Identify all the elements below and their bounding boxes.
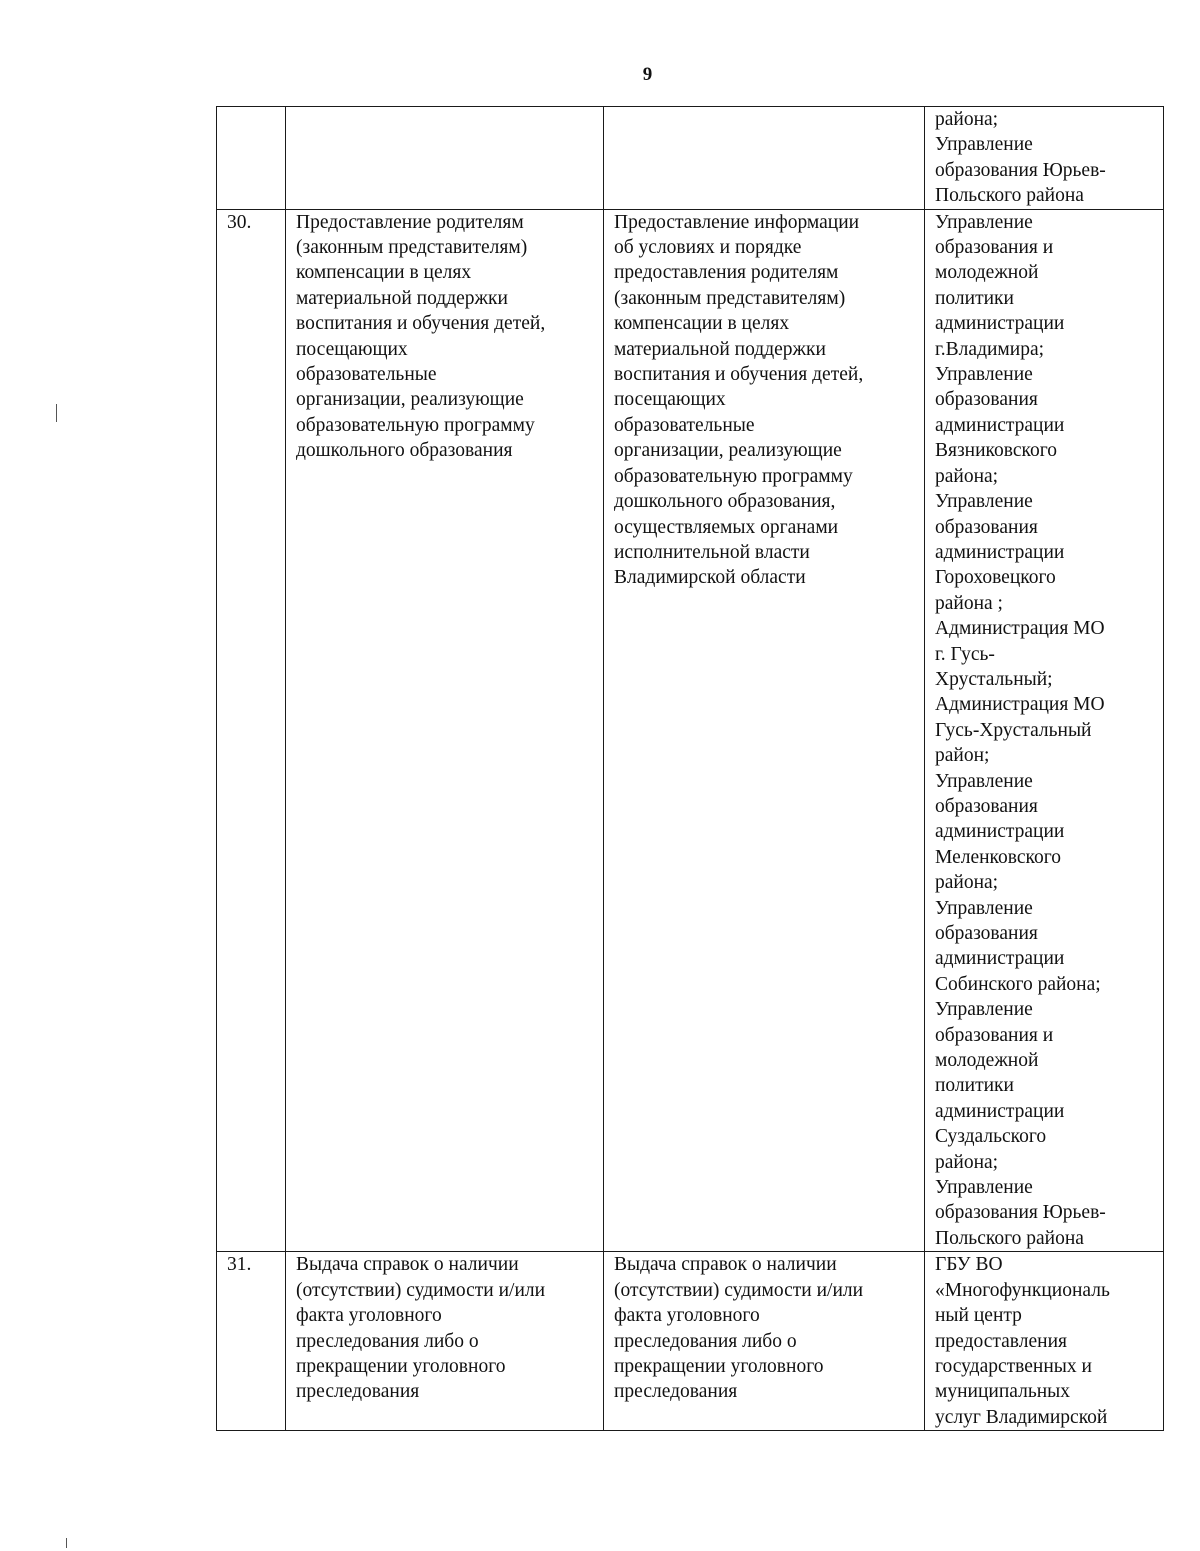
cell-text-line: Владимирской области bbox=[614, 567, 806, 589]
cell-text-line: Суздальского bbox=[935, 1126, 1047, 1148]
cell-text-line: преследования bbox=[296, 1381, 420, 1403]
cell-text-line: молодежной bbox=[935, 262, 1039, 284]
cell-text-line: района; bbox=[935, 465, 999, 487]
cell-text-line: (законным представителям) bbox=[614, 287, 846, 309]
cell-text-line: материальной поддержки bbox=[614, 338, 826, 360]
cell-text-line: Польского района bbox=[935, 185, 1084, 207]
table-row bbox=[217, 209, 1164, 1252]
cell-text-line: образования bbox=[935, 795, 1038, 817]
cell-text-line: Меленковского bbox=[935, 846, 1062, 868]
cell-text-line: района ; bbox=[935, 592, 1003, 614]
row-number-cell: 30. bbox=[217, 209, 286, 1252]
cell-text-line: района; bbox=[935, 109, 999, 130]
cell-text-line: Выдача справок о наличии bbox=[614, 1254, 837, 1276]
cell-text-line: образования и bbox=[935, 1024, 1054, 1046]
cell-text-line: района; bbox=[935, 1151, 999, 1173]
cell-text-line: ный центр bbox=[935, 1305, 1022, 1327]
cell-text-line: преследования либо о bbox=[296, 1330, 479, 1352]
cell-text-line: прекращении уголовного bbox=[296, 1355, 506, 1377]
service-name-cell bbox=[286, 1252, 604, 1431]
cell-text-line: Польского района bbox=[935, 1227, 1084, 1249]
cell-text-line: организации, реализующие bbox=[296, 389, 524, 411]
table-row bbox=[217, 107, 1164, 210]
cell-text-line: молодежной bbox=[935, 1050, 1039, 1072]
cell-text-line: администрации bbox=[935, 1100, 1065, 1122]
cell-text-line: дошкольного образования, bbox=[614, 491, 836, 513]
cell-text-line: образовательные bbox=[614, 414, 755, 436]
page-number: 9 bbox=[642, 64, 653, 85]
cell-text-line: осуществляемых органами bbox=[614, 516, 839, 538]
cell-text-line: дошкольного образования bbox=[296, 440, 513, 462]
cell-text-line: Управление bbox=[935, 770, 1033, 792]
cell-text-line: Выдача справок о наличии bbox=[296, 1254, 519, 1276]
cell-text-line: образования и bbox=[935, 237, 1054, 259]
cell-text-line: предоставления родителям bbox=[614, 262, 839, 284]
cell-text-line: посещающих bbox=[296, 338, 408, 360]
row-number-cell: 31. bbox=[217, 1252, 286, 1431]
cell-text-line: воспитания и обучения детей, bbox=[296, 313, 546, 335]
cell-text-line: материальной поддержки bbox=[296, 287, 508, 309]
cell-text-line: государственных и bbox=[935, 1355, 1092, 1377]
cell-text-line: прекращении уголовного bbox=[614, 1355, 824, 1377]
responsible-organization-cell bbox=[925, 209, 1164, 1252]
row-number-cell bbox=[217, 107, 286, 210]
responsible-organization-cell bbox=[925, 1252, 1164, 1431]
cell-text-line: администрации bbox=[935, 948, 1065, 970]
cell-text-line: район; bbox=[935, 745, 990, 767]
cell-text-line: ГБУ ВО bbox=[935, 1254, 1003, 1276]
cell-text-line: администрации bbox=[935, 541, 1065, 563]
cell-text-line: г. Гусь- bbox=[935, 643, 995, 665]
cell-text-line: образования bbox=[935, 923, 1038, 944]
service-name-cell bbox=[286, 107, 604, 210]
cell-text-line: администрации bbox=[935, 313, 1065, 335]
cell-text-line: Администрация МО bbox=[935, 694, 1105, 716]
cell-text-line: предоставления bbox=[935, 1330, 1067, 1352]
service-description-cell bbox=[604, 1252, 925, 1431]
cell-text-line: образовательную программу bbox=[614, 465, 853, 487]
cell-text-line: организации, реализующие bbox=[614, 440, 842, 462]
cell-text-line: образования bbox=[935, 389, 1038, 411]
cell-text-line: «Многофункциональ bbox=[935, 1279, 1110, 1301]
cell-text-line: посещающих bbox=[614, 389, 726, 411]
cell-text-line: услуг Владимирской bbox=[935, 1406, 1108, 1428]
cell-text-line: Предоставление информации bbox=[614, 211, 860, 233]
cell-text-line: Управление bbox=[935, 897, 1033, 919]
table-body bbox=[217, 107, 1164, 1431]
service-description-cell bbox=[604, 107, 925, 210]
cell-text-line: факта уголовного bbox=[296, 1305, 442, 1327]
scan-artifact bbox=[66, 1538, 67, 1548]
cell-text-line: администрации bbox=[935, 414, 1065, 436]
cell-text-line: муниципальных bbox=[935, 1381, 1071, 1403]
cell-text-line: Вязниковского bbox=[935, 440, 1058, 462]
cell-text-line: воспитания и обучения детей, bbox=[614, 364, 864, 386]
cell-text-line: образовательную программу bbox=[296, 414, 535, 436]
cell-text-line: образования bbox=[935, 516, 1038, 538]
cell-text-line: исполнительной власти bbox=[614, 541, 810, 563]
cell-text-line: Собинского района; bbox=[935, 973, 1101, 995]
cell-text-line: (отсутствии) судимости и/или bbox=[614, 1279, 864, 1301]
service-name-cell bbox=[286, 209, 604, 1252]
cell-text-line: Хрустальный; bbox=[935, 668, 1053, 690]
cell-text-line: Гусь-Хрустальный bbox=[935, 719, 1092, 741]
cell-text-line: политики bbox=[935, 287, 1014, 309]
cell-text-line: Управление bbox=[935, 211, 1033, 233]
scan-artifact bbox=[56, 404, 57, 422]
cell-text-line: Предоставление родителям bbox=[296, 211, 524, 233]
cell-text-line: образовательные bbox=[296, 364, 437, 386]
cell-text-line: Гороховецкого bbox=[935, 567, 1056, 589]
cell-text-line: Управление bbox=[935, 364, 1033, 386]
cell-text-line: образования Юрьев- bbox=[935, 1202, 1106, 1224]
cell-text-line: компенсации в целях bbox=[614, 313, 790, 335]
cell-text-line: компенсации в целях bbox=[296, 262, 472, 284]
cell-text-line: факта уголовного bbox=[614, 1305, 760, 1327]
table-row bbox=[217, 1252, 1164, 1431]
cell-text-line: Администрация МО bbox=[935, 618, 1105, 640]
cell-text-line: образования Юрьев- bbox=[935, 159, 1106, 181]
cell-text-line: преследования либо о bbox=[614, 1330, 797, 1352]
cell-text-line: администрации bbox=[935, 821, 1065, 843]
cell-text-line: политики bbox=[935, 1075, 1014, 1097]
cell-text-line: Управление bbox=[935, 1177, 1033, 1199]
cell-text-line: (законным представителям) bbox=[296, 237, 528, 259]
cell-text-line: г.Владимира; bbox=[935, 338, 1045, 360]
cell-text-line: Управление bbox=[935, 134, 1033, 156]
service-description-cell bbox=[604, 209, 925, 1252]
cell-text-line: Управление bbox=[935, 999, 1033, 1021]
responsible-organization-cell bbox=[925, 107, 1164, 210]
cell-text-line: об условиях и порядке bbox=[614, 237, 802, 259]
cell-text-line: Управление bbox=[935, 491, 1033, 513]
cell-text-line: района; bbox=[935, 872, 999, 894]
cell-text-line: (отсутствии) судимости и/или bbox=[296, 1279, 546, 1301]
cell-text-line: преследования bbox=[614, 1381, 738, 1403]
services-table bbox=[216, 106, 1164, 1431]
